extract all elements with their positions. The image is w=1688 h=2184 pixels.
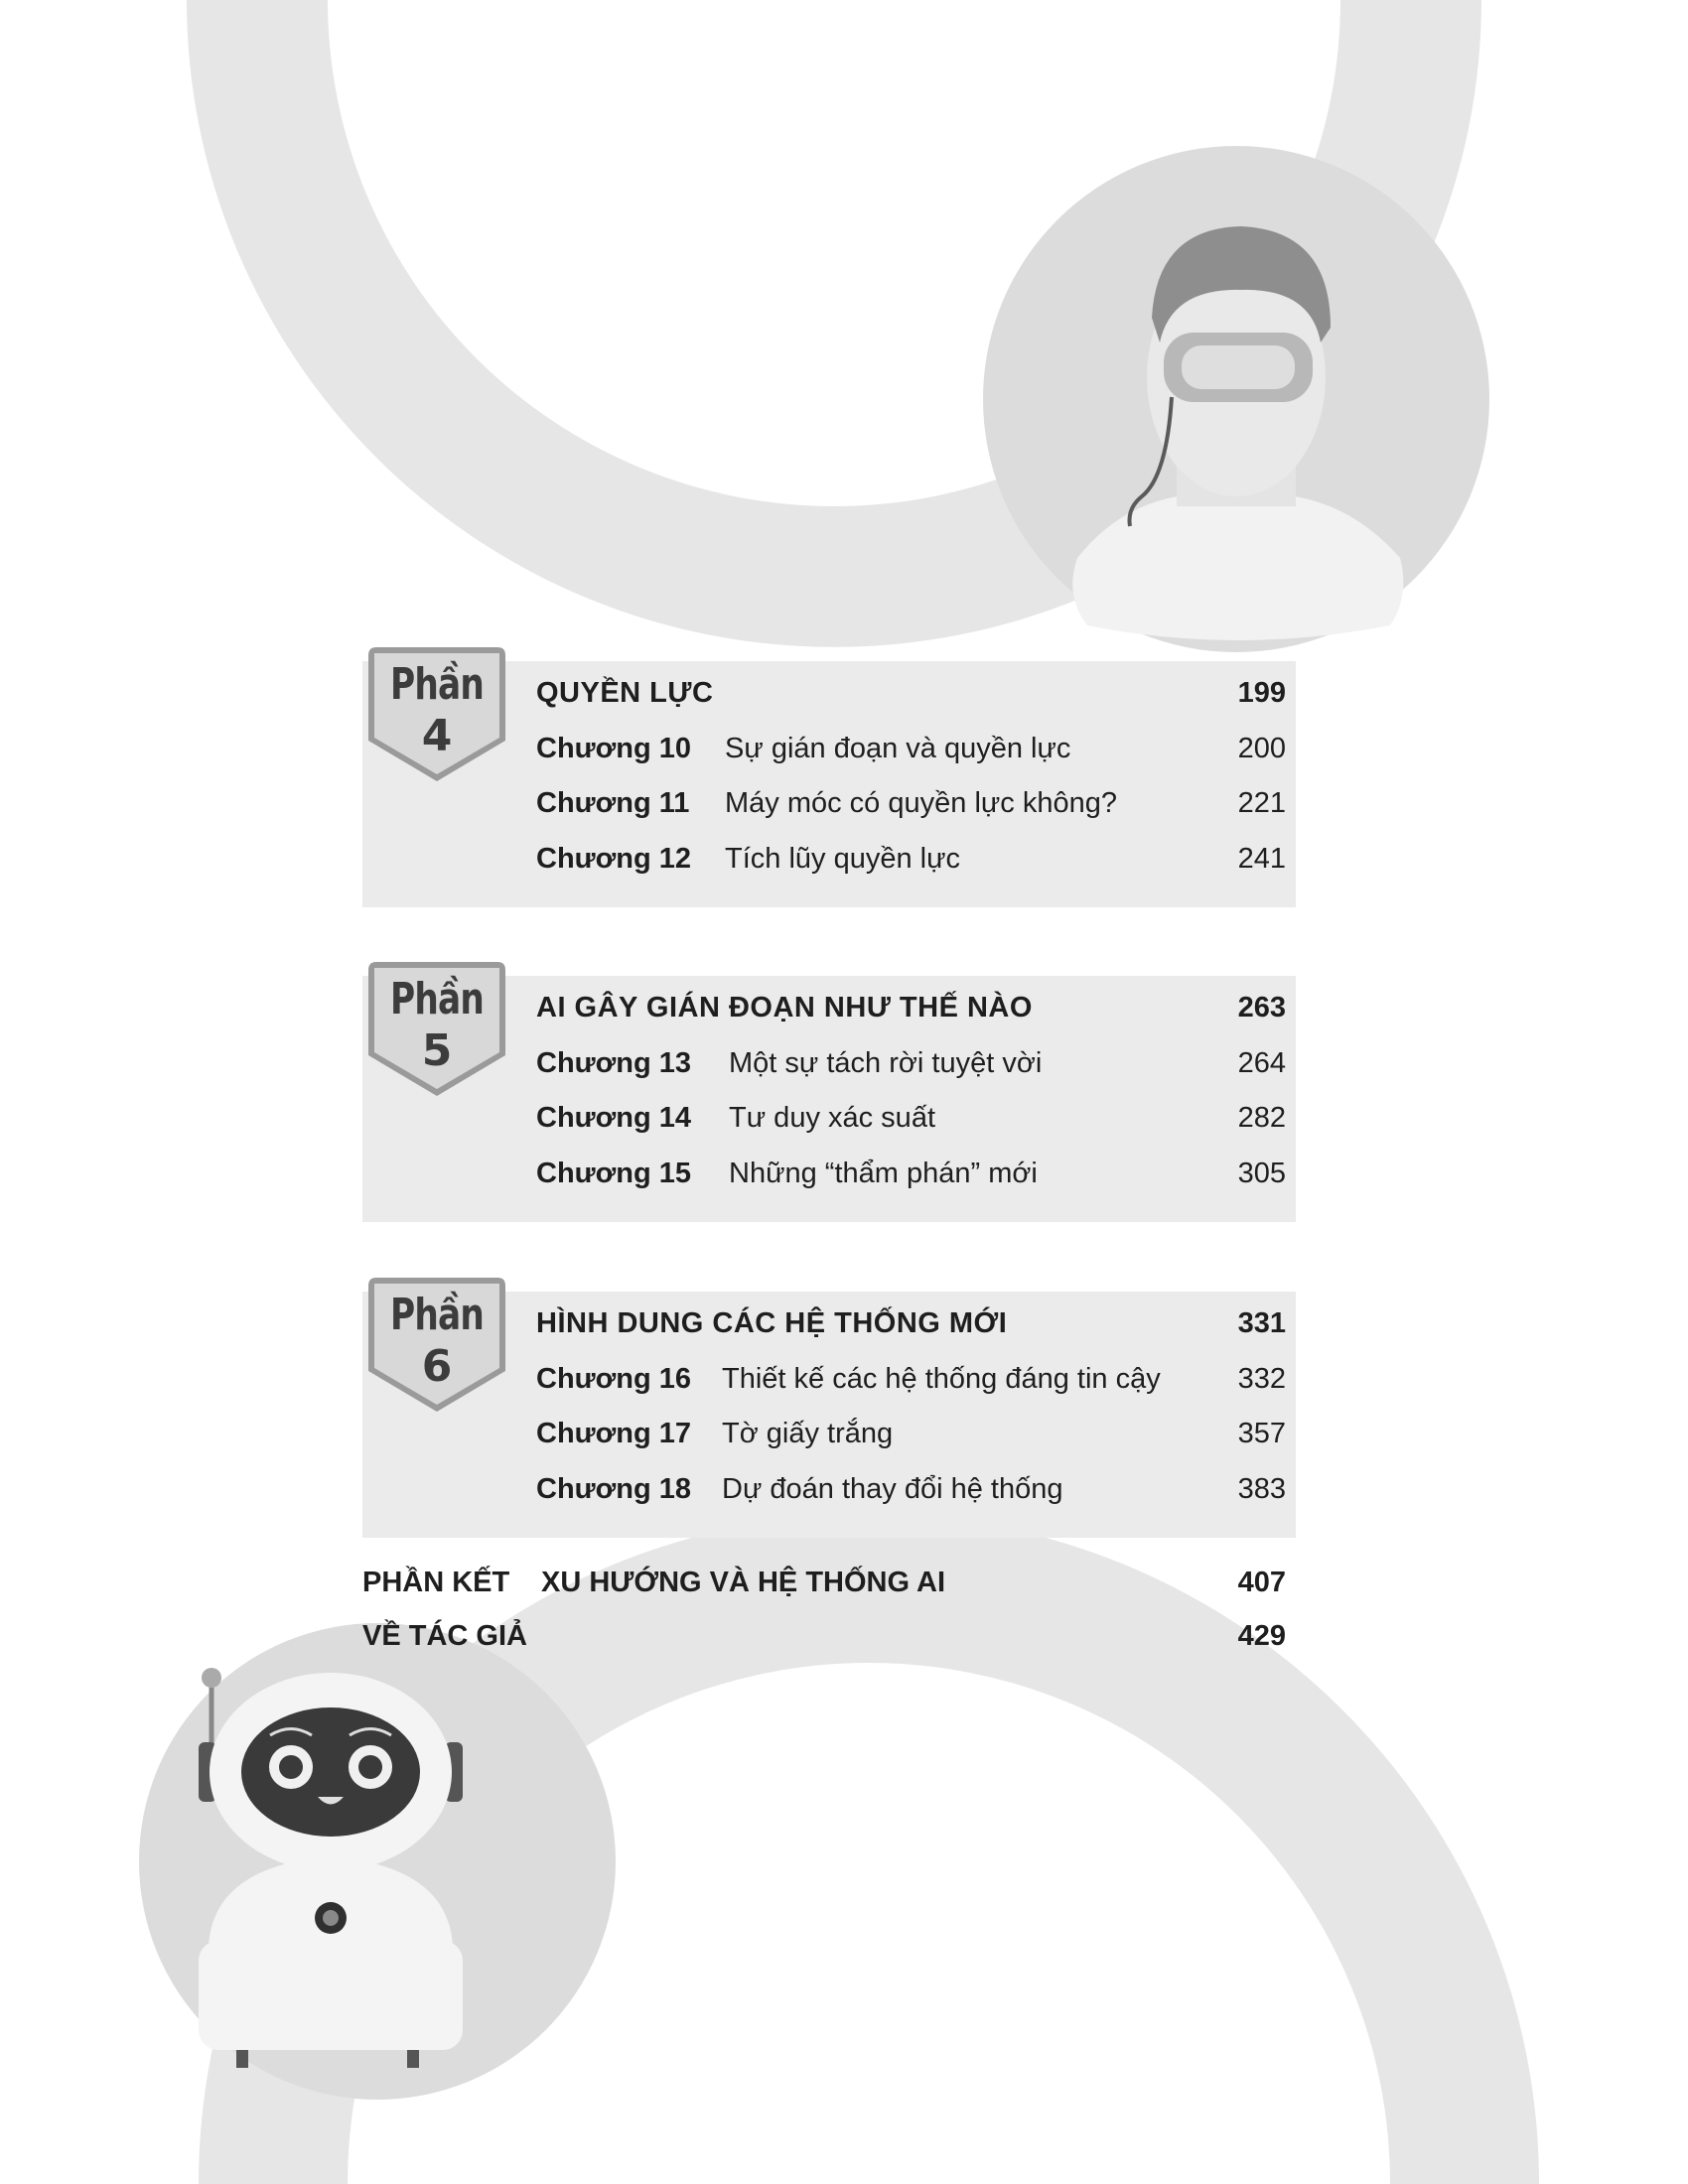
chapter-row[interactable] xyxy=(536,1098,1286,1138)
part-title: QUYỀN LỰC xyxy=(536,677,714,709)
chapter-label: Chương 11 xyxy=(536,787,690,819)
page-number: 305 xyxy=(1237,1158,1286,1189)
chapter-row[interactable] xyxy=(536,1154,1286,1193)
part-6-section xyxy=(362,1278,1296,1538)
page-number: 200 xyxy=(1237,733,1286,764)
part-badge-number: 4 xyxy=(421,711,453,761)
part-4-section xyxy=(362,647,1296,907)
chapter-label: Chương 10 xyxy=(536,733,692,764)
chapter-row[interactable] xyxy=(536,839,1286,879)
page-number: 263 xyxy=(1237,992,1286,1024)
chapter-title: Máy móc có quyền lực không? xyxy=(725,787,1117,819)
page-number: 332 xyxy=(1237,1363,1286,1395)
part-badge-label: Phần xyxy=(389,974,485,1024)
conclusion-row[interactable] xyxy=(362,1561,1286,1604)
chapter-title: Một sự tách rời tuyệt vời xyxy=(729,1047,1043,1079)
chapter-label: Chương 17 xyxy=(536,1418,692,1449)
chapter-title: Những “thẩm phán” mới xyxy=(729,1158,1038,1189)
chapter-label: Chương 12 xyxy=(536,843,692,875)
chapter-title: Sự gián đoạn và quyền lực xyxy=(725,733,1071,764)
part-title-row[interactable] xyxy=(536,673,1286,713)
chapter-title: Tích lũy quyền lực xyxy=(725,843,961,875)
chapter-row[interactable] xyxy=(536,1469,1286,1509)
part-title-row[interactable] xyxy=(536,1303,1286,1343)
chapter-label: Chương 18 xyxy=(536,1473,692,1505)
chapter-label: Chương 16 xyxy=(536,1363,692,1395)
page-number: 331 xyxy=(1237,1307,1286,1339)
chapter-title: Tờ giấy trắng xyxy=(722,1418,894,1449)
page-number: 264 xyxy=(1237,1047,1286,1079)
part-title: AI GÂY GIÁN ĐOẠN NHƯ THẾ NÀO xyxy=(536,992,1033,1024)
page-number: 221 xyxy=(1237,787,1286,819)
part-title: HÌNH DUNG CÁC HỆ THỐNG MỚI xyxy=(536,1307,1008,1339)
chapter-title: Dự đoán thay đổi hệ thống xyxy=(722,1473,1063,1505)
part-badge-number: 5 xyxy=(421,1025,453,1076)
chapter-row[interactable] xyxy=(536,1359,1286,1399)
about-author-label: VỀ TÁC GIẢ xyxy=(362,1620,527,1652)
conclusion-label: PHẦN KẾT xyxy=(362,1567,510,1598)
page-number: 282 xyxy=(1237,1102,1286,1134)
chapter-row[interactable] xyxy=(536,1414,1286,1453)
part-badge-number: 6 xyxy=(421,1341,453,1392)
page-number: 357 xyxy=(1237,1418,1286,1449)
page-number: 199 xyxy=(1237,677,1286,709)
page-number: 407 xyxy=(1237,1567,1286,1598)
chapter-title: Thiết kế các hệ thống đáng tin cậy xyxy=(722,1363,1161,1395)
chapter-title: Tư duy xác suất xyxy=(729,1102,935,1134)
page-number: 429 xyxy=(1237,1620,1286,1652)
chapter-row[interactable] xyxy=(536,783,1286,823)
part-5-section xyxy=(362,962,1296,1222)
about-author-row[interactable] xyxy=(362,1614,1286,1658)
chapter-label: Chương 13 xyxy=(536,1047,692,1079)
page-number: 241 xyxy=(1237,843,1286,875)
part-badge-label: Phần xyxy=(389,1290,485,1340)
part-title-row[interactable] xyxy=(536,988,1286,1027)
page-number: 383 xyxy=(1237,1473,1286,1505)
chapter-label: Chương 15 xyxy=(536,1158,692,1189)
chapter-row[interactable] xyxy=(536,1043,1286,1083)
conclusion-title: XU HƯỚNG VÀ HỆ THỐNG AI xyxy=(541,1567,946,1598)
part-badge-label: Phần xyxy=(389,659,485,710)
chapter-row[interactable] xyxy=(536,729,1286,768)
chapter-label: Chương 14 xyxy=(536,1102,692,1134)
